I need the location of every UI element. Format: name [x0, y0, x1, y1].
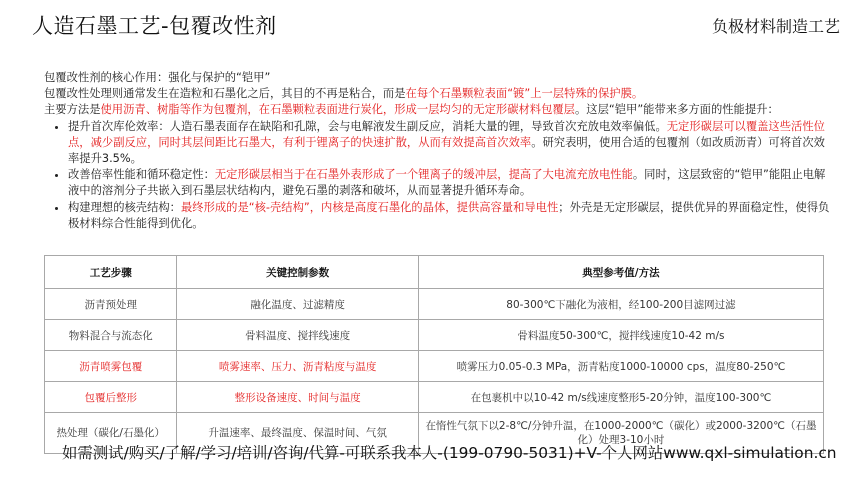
table-cell-step: 物料混合与流态化 — [45, 320, 177, 351]
column-header-parameters: 关键控制参数 — [177, 256, 418, 289]
table-cell-step: 沥青喷雾包覆 — [45, 351, 177, 382]
intro-line-3-tail: 。这层“铠甲”能带来多方面的性能提升： — [574, 103, 779, 117]
benefit-text-tail: ；外壳是无定形碳层，提供优异的界面稳定性，使得负极材料综合性能得到优化。 — [68, 200, 830, 230]
contact-footer: 如需测试/购买/了解/学习/培训/咨询/代算-可联系我本人-(199-0790-5031)+V-个人网站www.qxl-simulation.cn — [62, 444, 837, 462]
benefit-text-tail: 。同时，这层致密的“铠甲”能阻止电解液中的溶剂分子共嵌入到石墨层状结构内，避免石墨的剥落和破坏，从而显著提升循环寿命。 — [68, 168, 826, 198]
table-row — [45, 320, 824, 351]
intro-line-2 — [44, 86, 834, 102]
table-cell-parameters: 升温速率、最终温度、保温时间、气氛 — [177, 413, 418, 454]
table-row — [45, 289, 824, 320]
benefit-highlight: 无定形碳层相当于在石墨外表形成了一个锂离子的缓冲层，提高了大电流充放电性能 — [214, 168, 633, 182]
benefit-highlight: 无定形碳层可以覆盖这些活性位点，减少副反应，同时其层间距比石墨大，有利于锂离子的快速扩散，从而有效提高首次效率 — [68, 119, 825, 149]
benefit-text-tail: 。研究表明，使用合适的包覆剂（如改质沥青）可将首次效率提升3.5%。 — [68, 135, 825, 166]
section-subtitle: 负极材料制造工艺 — [711, 17, 840, 36]
table-cell-parameters: 融化温度、过滤精度 — [177, 289, 418, 320]
intro-line-1: 包覆改性剂的核心作用：强化与保护的“铠甲” — [44, 71, 271, 84]
body-text — [44, 70, 834, 232]
intro-line-3-highlight: 使用沥青、树脂等作为包覆剂，在石墨颗粒表面进行炭化，形成一层均匀的无定形碳材料包覆层 — [100, 103, 575, 117]
table-cell-reference: 在惰性气氛下以2-8℃/分钟升温，在1000-2000℃（碳化）或2000-3200℃（石墨化）处理3-10小时 — [418, 413, 823, 454]
table-row-highlighted — [45, 382, 824, 413]
table-header-row — [45, 256, 824, 289]
table-row-highlighted — [45, 351, 824, 382]
benefit-text: 改善倍率性能和循环稳定性： — [68, 168, 215, 182]
column-header-step: 工艺步骤 — [45, 256, 177, 289]
table-cell-parameters: 整形设备速度、时间与温度 — [177, 382, 418, 413]
table-cell-reference: 在包裹机中以10-42 m/s线速度整形5-20分钟，温度100-300℃ — [418, 382, 823, 413]
benefit-list — [44, 119, 834, 232]
page-title: 人造石墨工艺-包覆改性剂 — [32, 14, 277, 38]
table-cell-step: 热处理（碳化/石墨化） — [45, 413, 177, 454]
intro-line-2-plain: 包覆改性处理则通常发生在造粒和石墨化之后，其目的不再是粘合，而是 — [44, 87, 406, 101]
intro-line-2-highlight: 在每个石墨颗粒表面“镀”上一层特殊的保护膜。 — [405, 87, 644, 101]
benefit-text: 提升首次库伦效率：人造石墨表面存在缺陷和孔隙，会与电解液发生副反应，消耗大量的锂，导致首次充放电效率偏低。 — [68, 119, 667, 133]
table-cell-reference: 骨料温度50-300℃，搅拌线速度10-42 m/s — [418, 320, 823, 351]
intro-line-3-plain: 主要方法是 — [44, 103, 101, 117]
table-cell-parameters: 骨料温度、搅拌线速度 — [177, 320, 418, 351]
table-cell-reference: 80-300℃下融化为液相，经100-200目滤网过滤 — [418, 289, 823, 320]
table-cell-step: 沥青预处理 — [45, 289, 177, 320]
benefit-text: 构建理想的核壳结构： — [68, 200, 181, 214]
intro-line-3 — [44, 102, 834, 118]
column-header-reference: 典型参考值/方法 — [418, 256, 823, 289]
benefit-item-core-shell — [68, 200, 834, 232]
benefit-item-rate-cycle — [68, 167, 834, 199]
table-cell-step: 包覆后整形 — [45, 382, 177, 413]
benefit-highlight: 最终形成的是“核-壳结构”，内核是高度石墨化的晶体，提供高容量和导电性 — [180, 200, 559, 214]
benefit-item-efficiency — [68, 119, 834, 168]
table-cell-reference: 喷雾压力0.05-0.3 MPa，沥青粘度1000-10000 cps，温度80-250℃ — [418, 351, 823, 382]
table-cell-parameters: 喷雾速率、压力、沥青粘度与温度 — [177, 351, 418, 382]
process-table — [44, 255, 824, 454]
